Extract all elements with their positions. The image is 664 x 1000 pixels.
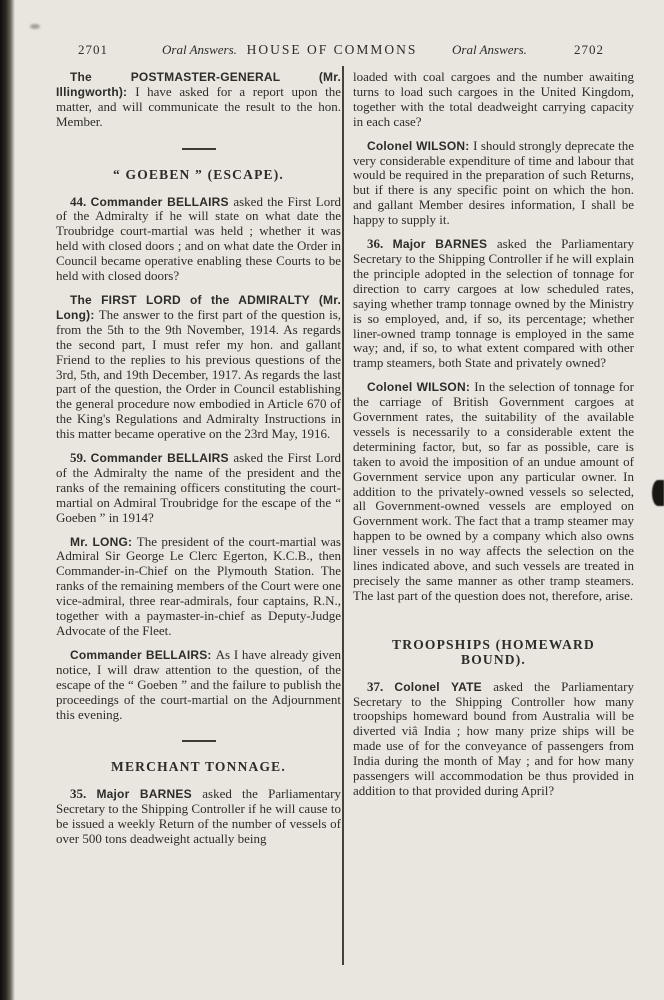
question-35 (56, 787, 341, 847)
right-column (353, 70, 634, 808)
speaker-name: Commander BELLAIRS: (70, 647, 216, 662)
speech-text: I should strongly deprecate the very considerable expenditure of time and labour that would be required in the preparation of such Returns, but if there is any specific point on which the hon. and gallant Member desires information, I shall be happy to supply it. (353, 137, 634, 228)
question-text: asked the Parliamentary Secretary to the Shipping Controller if he will explain the principle adopted in the selection of tonnage for direction to carry cargoes at low scheduled rates, saying whether tramp tonnage owned by the Ministry is so employed, and, if so, its percentage; whether liner-owned tramp tonnage is employed in the same way; and, if so, to what extent compared with other tramp steamers, both State and privately owned? (353, 236, 634, 371)
speaker-name: Commander BELLAIRS (90, 194, 234, 209)
question-text: asked the First Lord of the Admiralty the name of the president and the ranks of the remaining officers constituting the court-martial on Admiral Troubridge for the escape of the “ Goeben ” in 1914? (56, 450, 342, 525)
question-35-continuation (353, 70, 634, 130)
speaker-name: Mr. LONG: (70, 534, 137, 549)
page-number-right: 2702 (574, 42, 604, 57)
speech-postmaster-general (56, 70, 341, 130)
speech-colonel-wilson-2 (353, 380, 634, 604)
speech-first-lord-admiralty (56, 293, 341, 442)
binding-edge-shadow (0, 0, 15, 1000)
question-number: 59. (70, 450, 91, 466)
speech-text: The answer to the first part of the question is, from the 5th to the 9th November, 1914. As regards the second part, I must refer my hon. and gallant Friend to the replies to his previous questions of the 3rd, 5th, and 19th December, 1917. As regards the last part of the question, the Order in Council establishing the general procedure now embodied in Article 670 of the King's Regulations and Admiralty Instructions in this matter became operative on the 23rd May, 1916. (56, 306, 342, 442)
question-number: 37. (367, 678, 395, 694)
speaker-name: Colonel WILSON: (367, 138, 474, 153)
speech-text: As I have already given notice, I will draw attention to the question, of the escape of the “ Goeben ” and the failure to publish the proceedings of the court-martial on the Adjournment this evening. (56, 646, 341, 722)
section-divider (182, 148, 216, 150)
section-heading-goeben-escape: “ GOEBEN ” (ESCAPE). (112, 166, 285, 182)
running-title-left: Oral Answers. (162, 42, 237, 57)
speaker-name: Major BARNES (392, 237, 497, 252)
section-divider (182, 740, 216, 742)
scan-smudge (30, 24, 40, 29)
speaker-name: The POSTMASTER-GENERAL (Mr. Illingworth): (56, 70, 341, 99)
question-text: asked the Parliamentary Secretary to the Shipping Controller how many troopships homeward bound from Australia will be diverted viâ India ; how many prize ships will be made use of for the conveyance of passengers from India during the month of May ; and for how many passengers will accommodation be thus provided in addition to that provided during April? (353, 678, 634, 798)
speech-colonel-wilson-1 (353, 139, 634, 228)
running-title-right: Oral Answers. (452, 42, 527, 57)
speaker-name: Colonel WILSON: (367, 380, 475, 395)
masthead-title: HOUSE OF COMMONS (246, 42, 418, 57)
question-59 (56, 451, 341, 526)
question-text: asked the Parliamentary Secretary to the Shipping Controller if he will cause to be issued a weekly Return of the number of vessels of over 500 tons deadweight actually being (56, 786, 342, 847)
question-37 (353, 680, 634, 799)
speaker-name: Commander BELLAIRS (90, 451, 234, 466)
question-44 (56, 195, 341, 284)
speaker-name: Major BARNES (96, 787, 203, 802)
speech-text: I have asked for a report upon the matter, and will communicate the result to the hon. Member. (56, 83, 341, 129)
question-number: 35. (70, 786, 97, 802)
speech-commander-bellairs (56, 648, 341, 723)
question-36 (353, 237, 634, 371)
section-heading-troopships: TROOPSHIPS (HOMEWARD BOUND). (392, 636, 595, 667)
section-heading-merchant-tonnage: MERCHANT TONNAGE. (111, 759, 286, 775)
scan-smudge (652, 480, 664, 506)
column-divider-rule (342, 66, 344, 965)
question-text: asked the First Lord of the Admiralty if he will state on what date the Troubridge court-martial was held ; whether it was held with closed doors ; and on what date the Order in Council became operative enabling these Courts to be held with closed doors? (56, 193, 342, 284)
question-number: 44. (70, 193, 91, 209)
left-column (56, 70, 341, 856)
question-text: loaded with coal cargoes and the number awaiting turns to load such cargoes in the United Kingdom, together with the total deadweight carrying capacity in each case? (353, 69, 634, 129)
speech-text: In the selection of tonnage for the carriage of British Government cargoes at Government rates, the suitability of the available vessels is necessarily to a considerable extent the determining factor, but, so far as possible, care is taken to avoid the imposition of an undue amount of Government service upon any particular owner. In addition to the privately-owned vessels so selected, all Government-owned vessels are employed on Government work. The fact that a tramp steamer may happen to be owned by a company which also owns liner vessels in no way affects the selection on the lines indicated above, and such vessels are treated in precisely the same manner as other tramp steamers. The last part of the question does not, therefore, arise. (353, 379, 635, 603)
speech-mr-long (56, 535, 341, 639)
speaker-name: The FIRST LORD of the ADMIRALTY (Mr. Long): (56, 292, 341, 322)
speaker-name: Colonel YATE (394, 679, 494, 694)
question-number: 36. (367, 236, 393, 252)
speech-text: The president of the court-martial was Admiral Sir George Le Clerc Egerton, K.C.B., then Commander-in-Chief on the Plymouth Station. The ranks of the remaining members of the Court were one vice-admiral, three rear-admirals, four captains, R.N., together with a paymaster-in-chief as Deputy-Judge Advocate of the Fleet. (56, 533, 341, 638)
page-header (0, 42, 664, 60)
page-number-left: 2701 (78, 42, 108, 57)
